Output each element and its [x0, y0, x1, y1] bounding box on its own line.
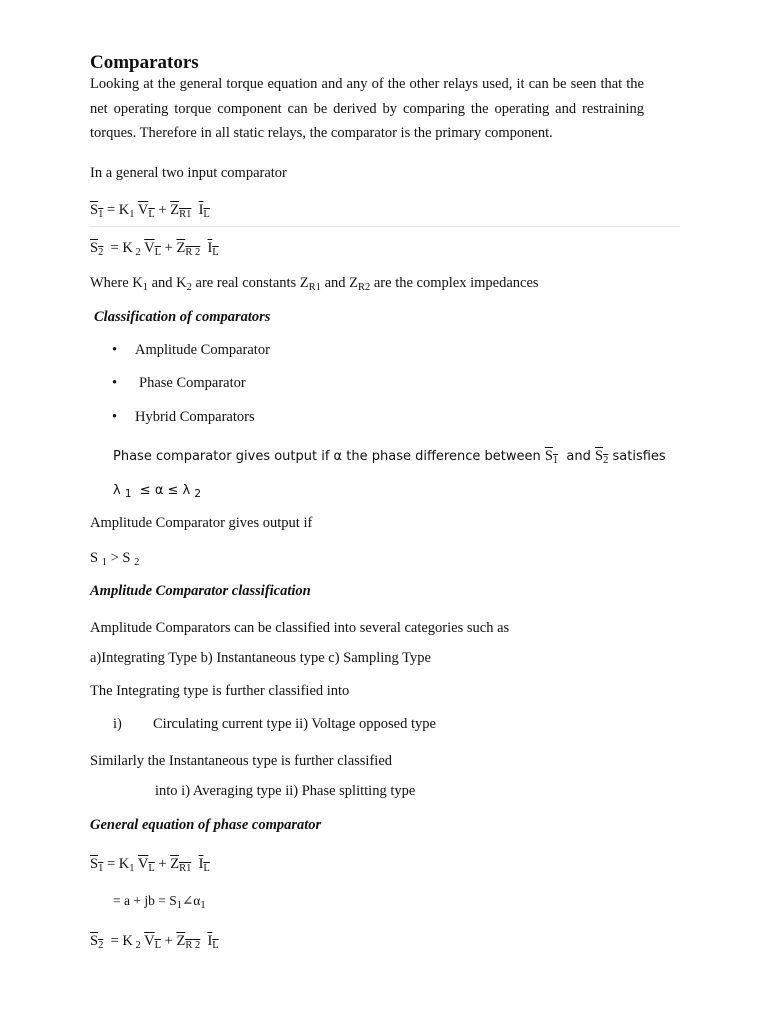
- lambda-inequality: λ $_1$ ≤ α ≤ λ $_2$: [113, 483, 202, 500]
- integrating-number: i): [113, 716, 122, 732]
- list-item: Hybrid Comparators: [135, 409, 255, 425]
- bullet-marker: •: [112, 375, 118, 391]
- amplitude-classification-heading: Amplitude Comparator classification: [90, 583, 311, 599]
- intro-paragraph: Looking at the general torque equation and any of the other relays used, it can be seen that the net operating torque component can be derived by comparing the operating and restraining torques. Therefore in all static relays, the comparator is the primary component.: [90, 76, 644, 141]
- page-title: Comparators: [90, 52, 199, 73]
- instantaneous-text: Similarly the Instantaneous type is further classified: [90, 753, 393, 769]
- separator-line: [90, 226, 680, 227]
- amplitude-condition: S $_1$ > S $_2$: [90, 550, 140, 568]
- list-item: Amplitude Comparator: [135, 342, 270, 358]
- amplitude-classification-text: Amplitude Comparators can be classified into several categories such as: [90, 620, 510, 636]
- list-item: Phase Comparator: [139, 375, 246, 391]
- integrating-text: The Integrating type is further classified into: [90, 683, 350, 699]
- equation-s1: $S_1 = K_1$ $V_L + Z_{R1}$ $I_L$: [90, 202, 210, 220]
- phase-condition-text: Phase comparator gives output if α the phase difference between $S_1$ and $S_2$ satisfies: [113, 448, 666, 466]
- constants-description: Where $K_1$ and $K_2$ are real constants $Z_{R1}$ and $Z_{R2}$ are the complex impedances: [90, 275, 539, 293]
- polar-form: = a + jb = $S_1\angle\alpha_1$: [113, 893, 206, 911]
- equation-s1-phase: $S_1 = K_1$ $V_L + Z_{R1}$ $I_L$: [90, 856, 210, 874]
- classification-heading: Classification of comparators: [94, 309, 271, 325]
- bullet-marker: •: [112, 342, 118, 358]
- two-input-text: In a general two input comparator: [90, 165, 287, 181]
- amplitude-output-text: Amplitude Comparator gives output if: [90, 515, 313, 531]
- types-line: a)Integrating Type b) Instantaneous type c) Sampling Type: [90, 650, 431, 666]
- eq-var: $S_1$: [90, 202, 104, 220]
- phase-equation-heading: General equation of phase comparator: [90, 817, 322, 833]
- equation-s2-phase: $S_2 = K$ $_2$ $V_L + Z_{R 2}$ $I_L$: [90, 933, 219, 951]
- equation-s2: $S_2 = K$ $_2$ $V_L + Z_{R 2}$ $I_L$: [90, 240, 219, 258]
- bullet-marker: •: [112, 409, 118, 425]
- integrating-items: Circulating current type ii) Voltage opposed type: [153, 716, 436, 732]
- instantaneous-items: into i) Averaging type ii) Phase splitting type: [155, 783, 416, 799]
